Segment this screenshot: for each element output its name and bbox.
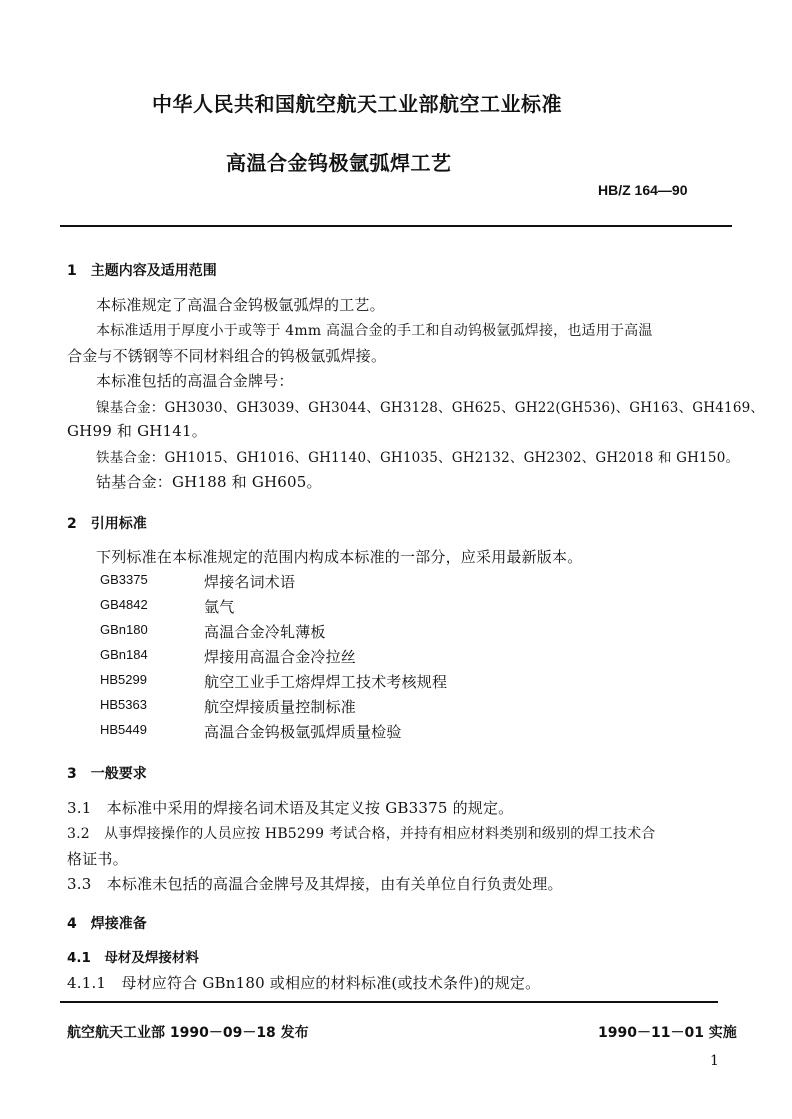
ref-title: 高温合金钨极氩弧焊质量检验 [204, 723, 402, 741]
page-number: 1 [710, 1053, 719, 1069]
section-3-heading: 3 一般要求 [67, 766, 147, 782]
clause-4-1-1: 4.1.1 母材应符合 GBn180 或相应的材料标准(或技术条件)的规定。 [67, 974, 541, 992]
ref-code: GBn180 [100, 622, 148, 637]
ref-title: 航空工业手工熔焊焊工技术考核规程 [204, 673, 448, 691]
effective-date: 1990－11－01 实施 [598, 1025, 737, 1041]
clause-3-2a: 3.2 从事焊接操作的人员应按 HB5299 考试合格，并持有相应材料类别和级别的焊工技术合 [67, 826, 656, 842]
section-2-heading: 2 引用标准 [67, 516, 147, 532]
clause-4-1-heading: 4.1 母材及焊接材料 [67, 950, 199, 966]
ref-title: 焊接名词术语 [204, 573, 296, 591]
s1-paragraph-2b: 合金与不锈钢等不同材料组合的钨极氩弧焊接。 [67, 347, 387, 365]
s1-paragraph-2a: 本标准适用于厚度小于或等于 4mm 高温合金的手工和自动钨极氩弧焊接，也适用于高温 [96, 323, 653, 339]
clause-3-3: 3.3 本标准未包括的高温合金牌号及其焊接，由有关单位自行负责处理。 [67, 875, 563, 893]
org-title: 中华人民共和国航空航天工业部航空工业标准 [152, 92, 562, 116]
doc-title: 高温合金钨极氩弧焊工艺 [226, 151, 452, 175]
nickel-alloys-b: GH99 和 GH141。 [67, 422, 207, 440]
top-rule [60, 225, 732, 227]
nickel-alloys-a: 镍基合金：GH3030、GH3039、GH3044、GH3128、GH625、GH22(GH536)、GH163、GH4169、 [96, 400, 765, 416]
ref-title: 氩气 [204, 598, 235, 616]
clause-3-1: 3.1 本标准中采用的焊接名词术语及其定义按 GB3375 的规定。 [67, 799, 514, 817]
ref-code: HB5363 [100, 697, 147, 712]
cobalt-alloys: 钴基合金：GH188 和 GH605。 [96, 473, 322, 491]
ref-code: GB3375 [100, 572, 148, 587]
clause-3-2b: 格证书。 [67, 850, 128, 868]
ref-code: GB4842 [100, 597, 148, 612]
ref-title: 高温合金冷轧薄板 [204, 623, 326, 641]
ref-title: 焊接用高温合金冷拉丝 [204, 648, 357, 666]
section-1-heading: 1 主题内容及适用范围 [67, 263, 217, 279]
ref-code: GBn184 [100, 647, 148, 662]
s2-intro: 下列标准在本标准规定的范围内构成本标准的一部分，应采用最新版本。 [96, 548, 583, 566]
issue-date: 航空航天工业部 1990－09－18 发布 [67, 1025, 309, 1041]
ref-code: HB5299 [100, 672, 147, 687]
s1-paragraph-3: 本标准包括的高温合金牌号： [96, 372, 294, 390]
std-number: HB/Z 164—90 [598, 182, 688, 198]
s1-paragraph-1: 本标准规定了高温合金钨极氩弧焊的工艺。 [96, 296, 385, 314]
section-4-heading: 4 焊接准备 [67, 916, 147, 932]
bottom-rule [60, 1001, 718, 1003]
ref-title: 航空焊接质量控制标准 [204, 698, 357, 716]
iron-alloys: 铁基合金：GH1015、GH1016、GH1140、GH1035、GH2132、GH2302、GH2018 和 GH150。 [96, 450, 740, 466]
ref-code: HB5449 [100, 722, 147, 737]
